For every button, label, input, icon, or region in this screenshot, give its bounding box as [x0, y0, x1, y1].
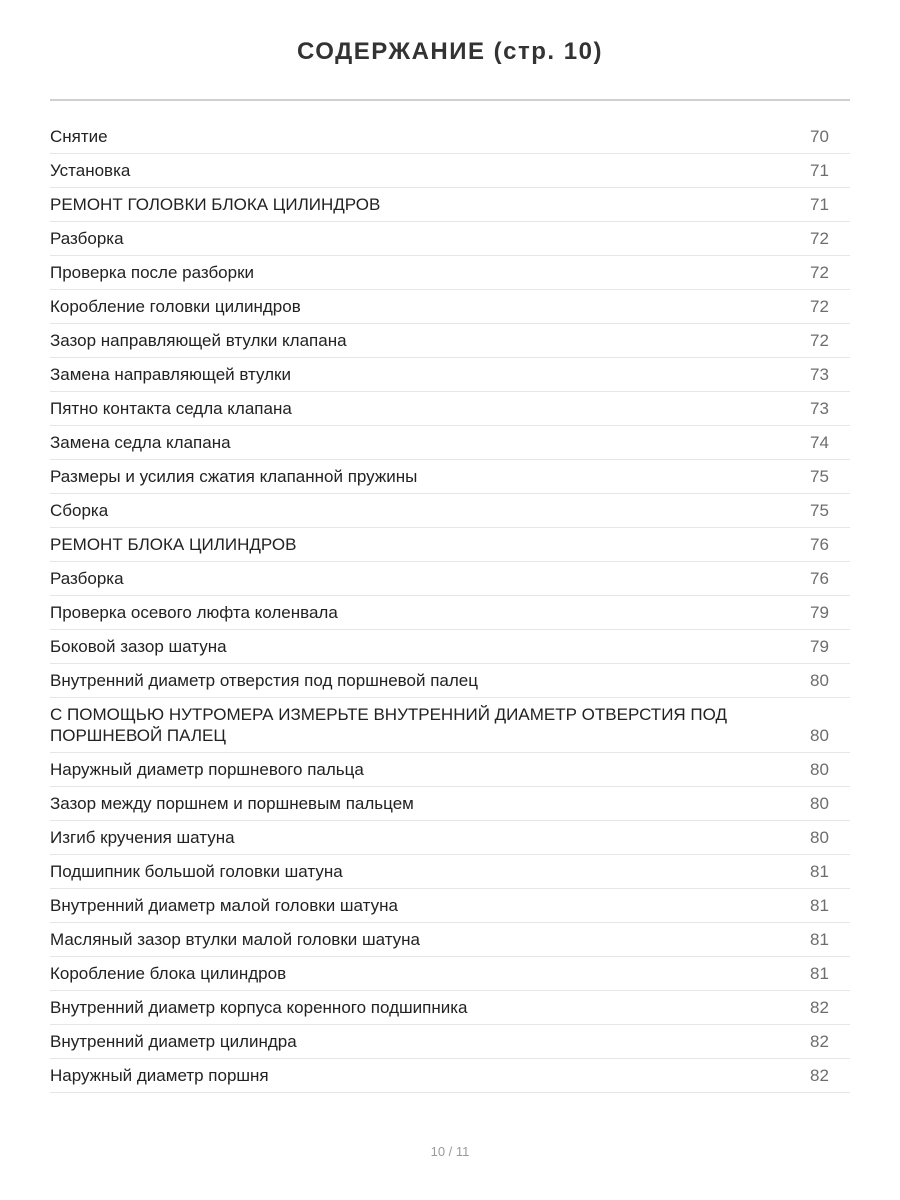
toc-entry-page: 73	[810, 365, 829, 384]
toc-entry[interactable]	[50, 1025, 850, 1059]
toc-entry-title: Проверка после разборки	[50, 263, 255, 282]
toc-entry-title: Боковой зазор шатуна	[50, 637, 227, 656]
title-divider	[50, 99, 850, 101]
toc-entry[interactable]	[50, 460, 850, 494]
toc-entry-page: 80	[810, 794, 829, 813]
toc-entry-page: 82	[810, 998, 829, 1017]
toc-entry-title: Разборка	[50, 569, 124, 588]
toc-entry-title: Масляный зазор втулки малой головки шатуна	[50, 930, 421, 949]
toc-entry-page: 80	[810, 828, 829, 847]
toc-entry-title: Замена седла клапана	[50, 433, 231, 452]
toc-entry[interactable]	[50, 821, 850, 855]
toc-entry-title: Размеры и усилия сжатия клапанной пружины	[50, 467, 418, 486]
toc-entry-page: 76	[810, 569, 829, 588]
toc-entry[interactable]	[50, 1059, 850, 1093]
toc-entry-page: 76	[810, 535, 829, 554]
toc-entry-page: 80	[810, 671, 829, 690]
toc-entry[interactable]	[50, 426, 850, 460]
toc-entry-page: 82	[810, 1032, 829, 1051]
toc-entry-page: 71	[810, 161, 829, 180]
toc-entry[interactable]	[50, 957, 850, 991]
toc-entry[interactable]	[50, 923, 850, 957]
toc-entry-page: 72	[810, 229, 829, 248]
toc-entry-title: Разборка	[50, 229, 124, 248]
toc-entry-page: 70	[810, 127, 829, 146]
toc-entry-title: Пятно контакта седла клапана	[50, 399, 292, 418]
toc-section[interactable]	[50, 528, 850, 562]
toc-entry-page: 81	[810, 896, 829, 915]
toc-entry[interactable]	[50, 664, 850, 698]
toc-list	[50, 120, 850, 1093]
toc-entry[interactable]	[50, 256, 850, 290]
toc-entry-page: 75	[810, 501, 829, 520]
toc-entry-page: 80	[810, 760, 829, 779]
toc-entry[interactable]	[50, 324, 850, 358]
toc-entry[interactable]	[50, 630, 850, 664]
toc-entry-page: 75	[810, 467, 829, 486]
page-title: СОДЕРЖАНИЕ (стр. 10)	[297, 38, 603, 65]
toc-entry[interactable]	[50, 392, 850, 426]
toc-entry[interactable]	[50, 753, 850, 787]
toc-entry-title: Установка	[50, 161, 131, 180]
toc-entry[interactable]	[50, 991, 850, 1025]
toc-entry-page: 72	[810, 263, 829, 282]
toc-section-title: С ПОМОЩЬЮ НУТРОМЕРА ИЗМЕРЬТЕ ВНУТРЕННИЙ ДИАМЕТР ОТВЕРСТИЯ ПОД ПОРШНЕВОЙ ПАЛЕЦ	[50, 705, 727, 745]
toc-entry[interactable]	[50, 222, 850, 256]
toc-entry-title: Проверка осевого люфта коленвала	[50, 603, 338, 622]
toc-section-title: РЕМОНТ БЛОКА ЦИЛИНДРОВ	[50, 535, 297, 554]
toc-entry-page: 81	[810, 862, 829, 881]
toc-entry-title: Наружный диаметр поршня	[50, 1066, 269, 1085]
toc-entry-page: 72	[810, 297, 829, 316]
toc-entry-page: 79	[810, 637, 829, 656]
toc-entry-page: 79	[810, 603, 829, 622]
toc-entry-title: Замена направляющей втулки	[50, 365, 291, 384]
toc-entry-title: Зазор между поршнем и поршневым пальцем	[50, 794, 414, 813]
toc-entry-title: Зазор направляющей втулки клапана	[50, 331, 347, 350]
toc-entry-title: Изгиб кручения шатуна	[50, 828, 235, 847]
toc-entry-page: 71	[810, 195, 829, 214]
toc-entry-title: Снятие	[50, 127, 108, 146]
toc-entry-title: Внутренний диаметр корпуса коренного подшипника	[50, 998, 468, 1017]
toc-entry[interactable]	[50, 596, 850, 630]
toc-entry-page: 73	[810, 399, 829, 418]
toc-section[interactable]	[50, 698, 850, 753]
toc-entry-page: 72	[810, 331, 829, 350]
toc-entry-page: 82	[810, 1066, 829, 1085]
toc-entry-title: Сборка	[50, 501, 109, 520]
toc-section-title: РЕМОНТ ГОЛОВКИ БЛОКА ЦИЛИНДРОВ	[50, 195, 381, 214]
toc-entry-page: 81	[810, 930, 829, 949]
toc-entry[interactable]	[50, 120, 850, 154]
toc-entry-title: Внутренний диаметр малой головки шатуна	[50, 896, 398, 915]
toc-entry-title: Наружный диаметр поршневого пальца	[50, 760, 364, 779]
toc-entry[interactable]	[50, 562, 850, 596]
toc-entry-title: Внутренний диаметр цилиндра	[50, 1032, 297, 1051]
toc-entry-page: 80	[810, 726, 829, 745]
toc-entry[interactable]	[50, 494, 850, 528]
toc-entry-title: Подшипник большой головки шатуна	[50, 862, 343, 881]
toc-entry-title: Внутренний диаметр отверстия под поршневой палец	[50, 671, 478, 690]
toc-entry-title: Коробление блока цилиндров	[50, 964, 287, 983]
toc-entry[interactable]	[50, 154, 850, 188]
toc-entry-page: 81	[810, 964, 829, 983]
page-indicator: 10 / 11	[430, 1144, 470, 1159]
toc-section[interactable]	[50, 188, 850, 222]
toc-entry[interactable]	[50, 358, 850, 392]
toc-entry-page: 74	[810, 433, 829, 452]
toc-entry[interactable]	[50, 787, 850, 821]
toc-entry[interactable]	[50, 290, 850, 324]
toc-entry[interactable]	[50, 889, 850, 923]
toc-entry-title: Коробление головки цилиндров	[50, 297, 301, 316]
toc-entry[interactable]	[50, 855, 850, 889]
